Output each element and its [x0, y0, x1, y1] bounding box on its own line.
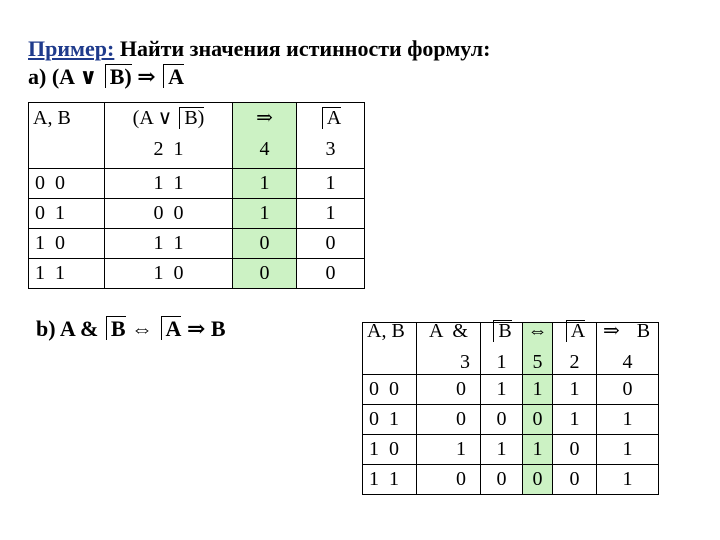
order-1: 1 — [496, 350, 507, 373]
formula-a — [28, 64, 184, 90]
col-ab-label: A, B — [33, 106, 71, 129]
order-4: 4 — [622, 350, 633, 373]
formula-a-prefix: а) (A ∨ — [28, 64, 98, 89]
table-row: 1 0 1 1 0 0 — [29, 229, 365, 259]
col-equiv-label: ⇔ — [527, 319, 548, 342]
order-3: 3 — [460, 350, 470, 373]
negation-a: A — [161, 316, 182, 340]
col-formula-label: (A ∨ B) — [132, 106, 205, 129]
truth-table-b — [362, 319, 659, 495]
table-a-header — [29, 103, 365, 169]
order-5: 5 — [532, 350, 543, 373]
negation-b: B) — [105, 64, 132, 88]
order-2: 2 — [569, 350, 580, 373]
table-b-header — [363, 323, 659, 375]
page-title — [28, 36, 490, 62]
col-and-label: A & — [429, 319, 468, 342]
example-label: Пример: — [28, 36, 115, 61]
col-ab-label: A, B — [367, 319, 405, 342]
table-row: 0 1 0 0 1 1 — [29, 199, 365, 229]
implies-b: ⇒ B — [186, 316, 226, 341]
negation-b: B — [106, 316, 126, 340]
table-row: 1 0 1 1 1 0 1 — [363, 435, 659, 465]
implies-symbol: ⇒ — [137, 64, 156, 89]
col-neg-a-label: A — [553, 320, 596, 343]
formula-b-prefix: b) A & — [36, 316, 99, 341]
truth-table-a — [28, 102, 365, 289]
col-neg-b-label: B — [481, 320, 522, 343]
equiv-symbol: ⇔ — [131, 316, 154, 341]
col-implies-label: ⇒ B — [603, 319, 651, 342]
order-2-1: 2 1 — [153, 137, 184, 160]
table-row: 1 1 0 0 0 0 1 — [363, 465, 659, 495]
table-row: 0 1 0 0 0 1 1 — [363, 405, 659, 435]
formula-b — [36, 316, 226, 342]
order-4: 4 — [259, 137, 270, 160]
order-3: 3 — [325, 137, 336, 160]
table-row: 0 0 0 1 1 1 0 — [363, 375, 659, 405]
col-neg-a-label: A — [297, 107, 364, 130]
negation-a: A — [163, 64, 184, 88]
title-text: Найти значения истинности формул: — [119, 36, 491, 61]
table-row: 1 1 1 0 0 0 — [29, 259, 365, 289]
col-implies-label: ⇒ — [256, 106, 273, 129]
table-row: 0 0 1 1 1 1 — [29, 169, 365, 199]
